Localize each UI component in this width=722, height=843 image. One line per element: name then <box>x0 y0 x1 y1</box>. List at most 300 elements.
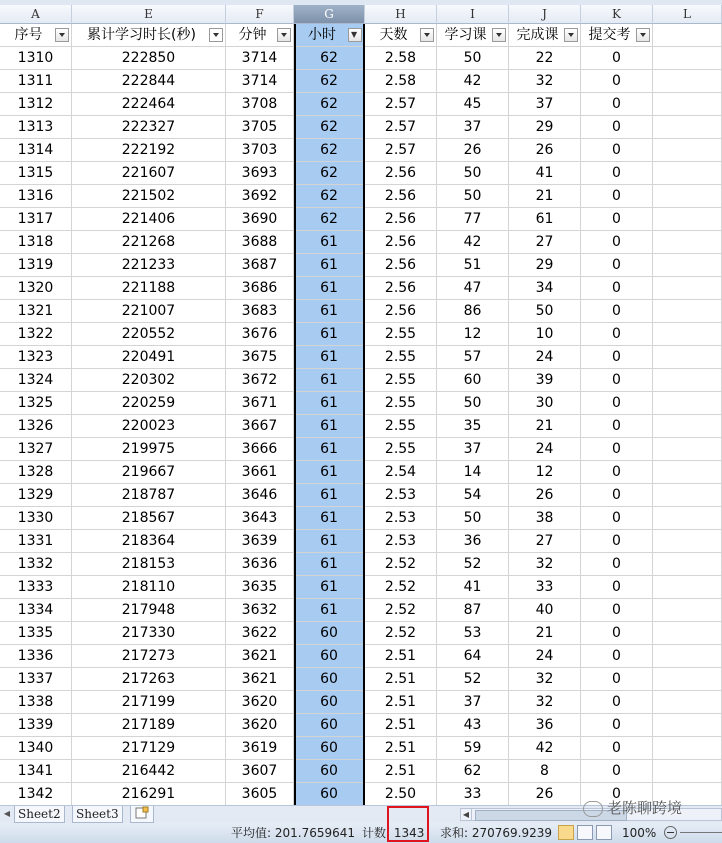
cell[interactable]: 27 <box>509 530 581 553</box>
cell[interactable]: 62 <box>437 760 509 783</box>
cell[interactable]: 0 <box>581 162 653 185</box>
cell[interactable] <box>653 599 722 622</box>
cell[interactable]: 1314 <box>0 139 72 162</box>
cell[interactable]: 3703 <box>226 139 294 162</box>
cell[interactable]: 3688 <box>226 231 294 254</box>
cell[interactable] <box>653 415 722 438</box>
cell[interactable]: 61 <box>509 208 581 231</box>
cell[interactable]: 0 <box>581 438 653 461</box>
cell[interactable]: 0 <box>581 737 653 760</box>
cell[interactable]: 60 <box>294 783 365 805</box>
cell[interactable]: 3714 <box>226 47 294 70</box>
cell[interactable]: 14 <box>437 461 509 484</box>
cell[interactable]: 3639 <box>226 530 294 553</box>
cell[interactable]: 37 <box>437 438 509 461</box>
cell[interactable]: 52 <box>437 553 509 576</box>
cell[interactable]: 2.51 <box>365 714 437 737</box>
cell[interactable]: 3708 <box>226 93 294 116</box>
cell[interactable]: 3687 <box>226 254 294 277</box>
cell[interactable]: 61 <box>294 346 365 369</box>
cell[interactable]: 2.56 <box>365 300 437 323</box>
cell[interactable]: 1335 <box>0 622 72 645</box>
cell[interactable]: 62 <box>294 139 365 162</box>
cell[interactable]: 3693 <box>226 162 294 185</box>
cell[interactable]: 61 <box>294 323 365 346</box>
cell[interactable]: 1312 <box>0 93 72 116</box>
cell[interactable]: 0 <box>581 645 653 668</box>
tab-scroll-left-icon[interactable]: ◀ <box>3 809 11 818</box>
cell[interactable]: 26 <box>509 783 581 805</box>
cell[interactable]: 2.53 <box>365 507 437 530</box>
cell[interactable]: 3661 <box>226 461 294 484</box>
cell[interactable]: 1319 <box>0 254 72 277</box>
cell[interactable]: 2.55 <box>365 346 437 369</box>
cell[interactable]: 2.51 <box>365 645 437 668</box>
cell[interactable]: 216442 <box>72 760 226 783</box>
cell[interactable]: 62 <box>294 93 365 116</box>
column-header-k[interactable]: K <box>581 5 653 24</box>
cell[interactable]: 42 <box>437 70 509 93</box>
cell[interactable]: 61 <box>294 300 365 323</box>
filter-dropdown-icon[interactable] <box>636 28 650 42</box>
cell[interactable] <box>653 714 722 737</box>
cell[interactable] <box>653 231 722 254</box>
cell[interactable]: 53 <box>437 622 509 645</box>
cell[interactable]: 26 <box>437 139 509 162</box>
cell[interactable]: 36 <box>509 714 581 737</box>
cell[interactable]: 1334 <box>0 599 72 622</box>
cell[interactable]: 1322 <box>0 323 72 346</box>
scroll-left-icon[interactable]: ◀ <box>461 809 472 820</box>
cell[interactable]: 2.52 <box>365 622 437 645</box>
cell[interactable] <box>653 208 722 231</box>
cell[interactable]: 221188 <box>72 277 226 300</box>
cell[interactable]: 2.51 <box>365 737 437 760</box>
cell[interactable]: 0 <box>581 530 653 553</box>
cell[interactable]: 60 <box>294 737 365 760</box>
cell[interactable]: 1325 <box>0 392 72 415</box>
cell[interactable]: 34 <box>509 277 581 300</box>
cell[interactable]: 24 <box>509 346 581 369</box>
cell[interactable] <box>653 507 722 530</box>
cell[interactable]: 216291 <box>72 783 226 805</box>
cell[interactable]: 1339 <box>0 714 72 737</box>
cell[interactable]: 40 <box>509 599 581 622</box>
zoom-level[interactable]: 100% <box>622 826 657 840</box>
page-layout-view-icon[interactable] <box>577 825 593 840</box>
cell[interactable] <box>653 162 722 185</box>
cell[interactable]: 51 <box>437 254 509 277</box>
filter-dropdown-icon[interactable] <box>564 28 578 42</box>
cell[interactable]: 59 <box>437 737 509 760</box>
cell[interactable]: 2.52 <box>365 553 437 576</box>
cell[interactable]: 1316 <box>0 185 72 208</box>
cell[interactable]: 2.58 <box>365 47 437 70</box>
cell[interactable]: 0 <box>581 93 653 116</box>
cell[interactable]: 37 <box>509 93 581 116</box>
cell[interactable]: 2.56 <box>365 185 437 208</box>
cell[interactable]: 218153 <box>72 553 226 576</box>
cell[interactable]: 2.51 <box>365 668 437 691</box>
cell[interactable]: 60 <box>294 668 365 691</box>
cell[interactable]: 3672 <box>226 369 294 392</box>
cell[interactable]: 1313 <box>0 116 72 139</box>
cell[interactable]: 218364 <box>72 530 226 553</box>
cell[interactable]: 3622 <box>226 622 294 645</box>
cell[interactable]: 222844 <box>72 70 226 93</box>
cell[interactable]: 37 <box>437 691 509 714</box>
cell[interactable]: 1336 <box>0 645 72 668</box>
cell[interactable]: 2.51 <box>365 760 437 783</box>
cell[interactable]: 77 <box>437 208 509 231</box>
cell[interactable]: 2.57 <box>365 139 437 162</box>
cell[interactable]: 0 <box>581 300 653 323</box>
cell[interactable]: 1329 <box>0 484 72 507</box>
cell[interactable]: 3621 <box>226 668 294 691</box>
cell[interactable]: 62 <box>294 162 365 185</box>
cell[interactable]: 2.56 <box>365 208 437 231</box>
cell[interactable] <box>653 530 722 553</box>
cell[interactable]: 50 <box>509 300 581 323</box>
cell[interactable]: 42 <box>437 231 509 254</box>
cell[interactable] <box>653 576 722 599</box>
cell[interactable]: 3714 <box>226 70 294 93</box>
active-filter-icon[interactable]: ▼ <box>348 28 362 42</box>
column-header-i[interactable]: I <box>437 5 509 24</box>
cell[interactable]: 0 <box>581 254 653 277</box>
cell[interactable]: 218787 <box>72 484 226 507</box>
cell[interactable]: 61 <box>294 231 365 254</box>
column-header-a[interactable]: A <box>0 5 72 24</box>
cell[interactable]: 32 <box>509 668 581 691</box>
cell[interactable]: 10 <box>509 323 581 346</box>
cell[interactable]: 2.52 <box>365 599 437 622</box>
cell[interactable]: 0 <box>581 691 653 714</box>
cell[interactable] <box>653 254 722 277</box>
cell[interactable]: 2.55 <box>365 369 437 392</box>
cell[interactable]: 26 <box>509 484 581 507</box>
sheet-tab-sheet3[interactable]: Sheet3 <box>72 806 123 823</box>
cell[interactable]: 221268 <box>72 231 226 254</box>
cell[interactable] <box>653 484 722 507</box>
cell[interactable] <box>653 323 722 346</box>
cell[interactable]: 42 <box>509 737 581 760</box>
cell[interactable]: 61 <box>294 254 365 277</box>
cell[interactable]: 45 <box>437 93 509 116</box>
cell[interactable]: 2.55 <box>365 323 437 346</box>
cell[interactable]: 29 <box>509 116 581 139</box>
cell[interactable]: 61 <box>294 576 365 599</box>
cell[interactable]: 3636 <box>226 553 294 576</box>
cell[interactable]: 0 <box>581 622 653 645</box>
cell[interactable]: 1323 <box>0 346 72 369</box>
cell[interactable]: 60 <box>294 760 365 783</box>
cell[interactable] <box>653 737 722 760</box>
cell[interactable]: 50 <box>437 392 509 415</box>
cell[interactable] <box>653 93 722 116</box>
cell[interactable]: 3619 <box>226 737 294 760</box>
cell[interactable]: 87 <box>437 599 509 622</box>
cell[interactable]: 3667 <box>226 415 294 438</box>
cell[interactable]: 220491 <box>72 346 226 369</box>
cell[interactable]: 33 <box>509 576 581 599</box>
cell[interactable]: 3646 <box>226 484 294 507</box>
cell[interactable] <box>653 553 722 576</box>
cell[interactable]: 2.53 <box>365 484 437 507</box>
cell[interactable]: 27 <box>509 231 581 254</box>
cell[interactable]: 3666 <box>226 438 294 461</box>
cell[interactable]: 62 <box>294 208 365 231</box>
cell[interactable]: 0 <box>581 346 653 369</box>
cell[interactable]: 41 <box>437 576 509 599</box>
zoom-slider[interactable] <box>680 832 722 833</box>
cell[interactable]: 2.56 <box>365 162 437 185</box>
cell[interactable]: 217199 <box>72 691 226 714</box>
cell[interactable]: 2.58 <box>365 70 437 93</box>
cell[interactable]: 1311 <box>0 70 72 93</box>
cell[interactable]: 62 <box>294 116 365 139</box>
cell[interactable]: 32 <box>509 70 581 93</box>
cell[interactable]: 2.56 <box>365 254 437 277</box>
cell[interactable]: 3705 <box>226 116 294 139</box>
cell[interactable]: 60 <box>294 645 365 668</box>
column-header-j[interactable]: J <box>509 5 581 24</box>
cell[interactable] <box>653 461 722 484</box>
cell[interactable] <box>653 185 722 208</box>
cell[interactable] <box>653 668 722 691</box>
cell[interactable]: 35 <box>437 415 509 438</box>
cell[interactable]: 32 <box>509 553 581 576</box>
cell[interactable]: 2.51 <box>365 691 437 714</box>
insert-sheet-icon[interactable] <box>130 806 154 823</box>
cell[interactable]: 0 <box>581 783 653 805</box>
cell[interactable]: 36 <box>437 530 509 553</box>
cell[interactable]: 26 <box>509 139 581 162</box>
cell[interactable]: 3675 <box>226 346 294 369</box>
cell[interactable]: 0 <box>581 392 653 415</box>
cell[interactable]: 24 <box>509 645 581 668</box>
cell[interactable]: 2.56 <box>365 277 437 300</box>
cell[interactable]: 217273 <box>72 645 226 668</box>
cell[interactable]: 61 <box>294 553 365 576</box>
cell[interactable] <box>653 760 722 783</box>
cell[interactable]: 61 <box>294 415 365 438</box>
cell[interactable]: 1337 <box>0 668 72 691</box>
cell[interactable]: 37 <box>437 116 509 139</box>
cell[interactable] <box>653 645 722 668</box>
cell[interactable]: 3632 <box>226 599 294 622</box>
cell[interactable] <box>653 691 722 714</box>
column-header-h[interactable]: H <box>365 5 437 24</box>
cell[interactable]: 0 <box>581 507 653 530</box>
cell[interactable]: 221502 <box>72 185 226 208</box>
cell[interactable]: 1321 <box>0 300 72 323</box>
cell[interactable]: 47 <box>437 277 509 300</box>
cell[interactable]: 32 <box>509 691 581 714</box>
cell[interactable]: 29 <box>509 254 581 277</box>
cell[interactable]: 217263 <box>72 668 226 691</box>
cell[interactable]: 52 <box>437 668 509 691</box>
column-header-l[interactable]: L <box>653 5 722 24</box>
cell[interactable]: 64 <box>437 645 509 668</box>
cell[interactable] <box>653 139 722 162</box>
cell[interactable]: 218110 <box>72 576 226 599</box>
cell[interactable]: 8 <box>509 760 581 783</box>
cell[interactable]: 220023 <box>72 415 226 438</box>
cell[interactable]: 0 <box>581 461 653 484</box>
cell[interactable]: 33 <box>437 783 509 805</box>
cell[interactable]: 222192 <box>72 139 226 162</box>
cell[interactable]: 0 <box>581 139 653 162</box>
column-header-e[interactable]: E <box>72 5 226 24</box>
cell[interactable]: 217189 <box>72 714 226 737</box>
cell[interactable]: 2.50 <box>365 783 437 805</box>
cell[interactable]: 50 <box>437 185 509 208</box>
cell[interactable]: 3607 <box>226 760 294 783</box>
cell[interactable]: 3686 <box>226 277 294 300</box>
cell[interactable]: 43 <box>437 714 509 737</box>
cell[interactable]: 0 <box>581 553 653 576</box>
cell[interactable] <box>653 622 722 645</box>
cell[interactable]: 0 <box>581 323 653 346</box>
cell[interactable]: 50 <box>437 507 509 530</box>
filter-dropdown-icon[interactable] <box>420 28 434 42</box>
cell[interactable]: 61 <box>294 599 365 622</box>
cell[interactable]: 61 <box>294 530 365 553</box>
cell[interactable]: 0 <box>581 714 653 737</box>
cell[interactable]: 61 <box>294 461 365 484</box>
cell[interactable]: 3690 <box>226 208 294 231</box>
cell[interactable]: 2.56 <box>365 231 437 254</box>
cell[interactable]: 86 <box>437 300 509 323</box>
cell[interactable]: 12 <box>509 461 581 484</box>
cell[interactable]: 21 <box>509 622 581 645</box>
cell[interactable]: 60 <box>294 691 365 714</box>
cell[interactable]: 1326 <box>0 415 72 438</box>
column-header-f[interactable]: F <box>226 5 294 24</box>
cell[interactable]: 3671 <box>226 392 294 415</box>
cell[interactable]: 1324 <box>0 369 72 392</box>
cell[interactable]: 217129 <box>72 737 226 760</box>
cell[interactable]: 0 <box>581 484 653 507</box>
cell[interactable]: 221406 <box>72 208 226 231</box>
cell[interactable]: 1328 <box>0 461 72 484</box>
sort-filter-icon[interactable] <box>209 28 223 42</box>
cell[interactable]: 221007 <box>72 300 226 323</box>
cell[interactable]: 3643 <box>226 507 294 530</box>
cell[interactable]: 61 <box>294 438 365 461</box>
cell[interactable]: 2.52 <box>365 576 437 599</box>
cell[interactable]: 1318 <box>0 231 72 254</box>
cell[interactable]: 2.55 <box>365 438 437 461</box>
cell[interactable]: 0 <box>581 47 653 70</box>
cell[interactable] <box>653 70 722 93</box>
cell[interactable]: 1340 <box>0 737 72 760</box>
cell[interactable]: 219667 <box>72 461 226 484</box>
cell[interactable]: 3620 <box>226 691 294 714</box>
cell[interactable]: 1320 <box>0 277 72 300</box>
cell[interactable]: 54 <box>437 484 509 507</box>
cell[interactable]: 61 <box>294 392 365 415</box>
cell[interactable]: 62 <box>294 70 365 93</box>
cell[interactable]: 62 <box>294 47 365 70</box>
cell[interactable] <box>653 116 722 139</box>
cell[interactable]: 3621 <box>226 645 294 668</box>
cell[interactable]: 21 <box>509 415 581 438</box>
cell[interactable]: 0 <box>581 760 653 783</box>
cell[interactable]: 1338 <box>0 691 72 714</box>
cell[interactable]: 222850 <box>72 47 226 70</box>
cell[interactable]: 0 <box>581 668 653 691</box>
cell[interactable]: 2.57 <box>365 93 437 116</box>
cell[interactable]: 60 <box>294 622 365 645</box>
cell[interactable]: 50 <box>437 162 509 185</box>
cell[interactable]: 61 <box>294 507 365 530</box>
cell[interactable] <box>653 392 722 415</box>
cell[interactable]: 217948 <box>72 599 226 622</box>
cell[interactable]: 1330 <box>0 507 72 530</box>
cell[interactable]: 1333 <box>0 576 72 599</box>
cell[interactable]: 62 <box>294 185 365 208</box>
cell[interactable]: 0 <box>581 369 653 392</box>
cell[interactable] <box>653 369 722 392</box>
zoom-out-icon[interactable] <box>664 826 677 839</box>
cell[interactable] <box>653 47 722 70</box>
cell[interactable]: 38 <box>509 507 581 530</box>
cell[interactable]: 0 <box>581 208 653 231</box>
cell[interactable]: 0 <box>581 116 653 139</box>
sheet-tab-sheet2[interactable]: Sheet2 <box>14 806 65 823</box>
cell[interactable]: 222464 <box>72 93 226 116</box>
cell[interactable]: 1331 <box>0 530 72 553</box>
cell[interactable]: 2.55 <box>365 392 437 415</box>
cell[interactable]: 3683 <box>226 300 294 323</box>
cell[interactable]: 220302 <box>72 369 226 392</box>
filter-dropdown-icon[interactable] <box>55 28 69 42</box>
cell[interactable]: 0 <box>581 599 653 622</box>
cell[interactable]: 61 <box>294 369 365 392</box>
cell[interactable]: 0 <box>581 70 653 93</box>
cell[interactable]: 30 <box>509 392 581 415</box>
cell[interactable]: 22 <box>509 47 581 70</box>
cell[interactable]: 1310 <box>0 47 72 70</box>
cell[interactable]: 60 <box>437 369 509 392</box>
cell[interactable]: 0 <box>581 576 653 599</box>
cell[interactable]: 220259 <box>72 392 226 415</box>
cell[interactable]: 12 <box>437 323 509 346</box>
cell[interactable]: 219975 <box>72 438 226 461</box>
filter-dropdown-icon[interactable] <box>492 28 506 42</box>
cell[interactable]: 1327 <box>0 438 72 461</box>
cell[interactable]: 3676 <box>226 323 294 346</box>
cell[interactable]: 3605 <box>226 783 294 805</box>
cell[interactable]: 61 <box>294 277 365 300</box>
cell[interactable]: 221607 <box>72 162 226 185</box>
cell[interactable]: 1315 <box>0 162 72 185</box>
cell[interactable]: 3635 <box>226 576 294 599</box>
cell[interactable]: 0 <box>581 415 653 438</box>
normal-view-icon[interactable] <box>558 825 574 840</box>
cell[interactable]: 60 <box>294 714 365 737</box>
cell[interactable]: 222327 <box>72 116 226 139</box>
cell[interactable]: 2.54 <box>365 461 437 484</box>
page-break-view-icon[interactable] <box>596 825 612 840</box>
cell[interactable]: 218567 <box>72 507 226 530</box>
cell[interactable]: 0 <box>581 185 653 208</box>
cell[interactable]: 50 <box>437 47 509 70</box>
cell[interactable]: 221233 <box>72 254 226 277</box>
cell[interactable]: 2.53 <box>365 530 437 553</box>
